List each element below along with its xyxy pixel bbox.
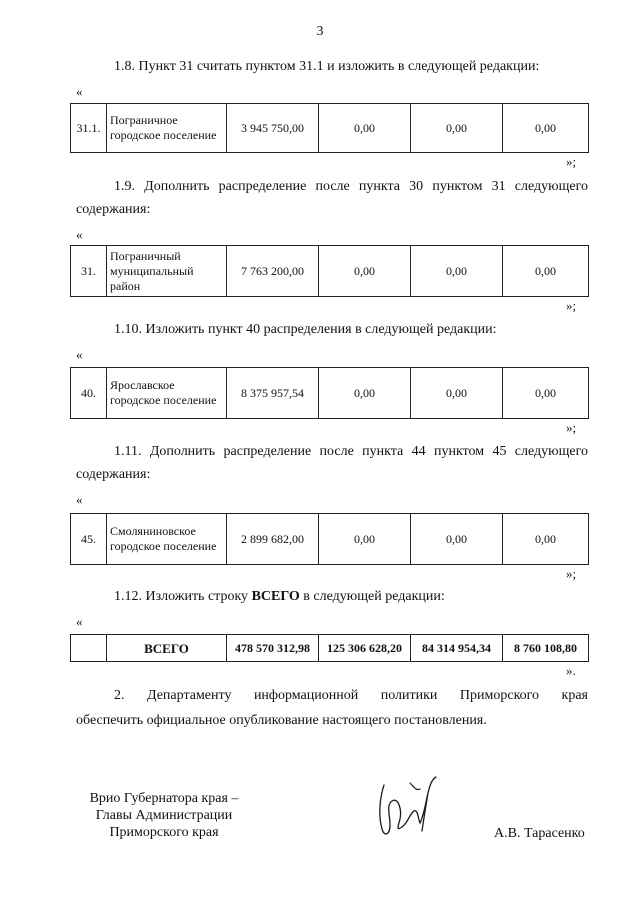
row-number: 31.: [71, 246, 107, 297]
row-name: Смоляниновское городское поселение: [107, 514, 227, 565]
close-quote: ».: [566, 663, 576, 678]
row-value-4: 0,00: [503, 514, 589, 565]
table-item-40: [70, 367, 589, 419]
row-value-3: 0,00: [411, 246, 503, 297]
item-1-11-heading-cont: содержания:: [76, 467, 151, 482]
paragraph-2-cont: обеспечить официальное опубликование настоящего постановления.: [76, 713, 487, 728]
row-value-2: 0,00: [319, 246, 411, 297]
row-value-1: 3 945 750,00: [227, 104, 319, 153]
table-row-total: [71, 635, 589, 662]
row-value-4: 0,00: [503, 368, 589, 419]
open-quote: «: [76, 227, 83, 242]
row-number: 31.1.: [71, 104, 107, 153]
row-value-3: 84 314 954,34: [411, 635, 503, 662]
table-item-31: [70, 245, 589, 297]
row-value-1: 2 899 682,00: [227, 514, 319, 565]
item-1-8-heading: 1.8. Пункт 31 считать пунктом 31.1 и изложить в следующей редакции:: [114, 59, 540, 74]
row-number: [71, 635, 107, 662]
open-quote: «: [76, 492, 83, 507]
row-value-2: 125 306 628,20: [319, 635, 411, 662]
item-1-9-heading: 1.9. Дополнить распределение после пункта 30 пунктом 31 следующего: [114, 179, 588, 194]
paragraph-2: 2. Департаменту информационной политики Приморского края: [114, 688, 588, 703]
signatory-title-line: Врио Губернатора края –: [89, 791, 239, 806]
row-value-1: 7 763 200,00: [227, 246, 319, 297]
row-value-4: 8 760 108,80: [503, 635, 589, 662]
row-value-3: 0,00: [411, 368, 503, 419]
row-value-1: 8 375 957,54: [227, 368, 319, 419]
row-value-2: 0,00: [319, 368, 411, 419]
signatory-title-line: Главы Администрации: [95, 808, 233, 823]
page-number: 3: [316, 24, 324, 39]
item-1-12-heading-bold: ВСЕГО: [251, 589, 300, 604]
handwritten-signature-icon: [370, 765, 450, 845]
row-name: Ярославское городское поселение: [107, 368, 227, 419]
row-value-2: 0,00: [319, 514, 411, 565]
table-item-31-1: [70, 103, 589, 153]
row-name: Пограничный муниципальный район: [107, 246, 227, 297]
close-quote: »;: [566, 154, 577, 169]
table-row: [71, 246, 589, 297]
row-value-4: 0,00: [503, 104, 589, 153]
row-number: 40.: [71, 368, 107, 419]
row-name-total: ВСЕГО: [107, 635, 227, 662]
item-1-9-heading-cont: содержания:: [76, 202, 151, 217]
row-value-3: 0,00: [411, 514, 503, 565]
row-value-4: 0,00: [503, 246, 589, 297]
row-value-3: 0,00: [411, 104, 503, 153]
signatory-name: А.В. Тарасенко: [494, 826, 585, 841]
open-quote: «: [76, 84, 83, 99]
close-quote: »;: [566, 298, 577, 313]
item-1-12-heading-post: в следующей редакции:: [299, 589, 445, 604]
table-row: [71, 104, 589, 153]
close-quote: »;: [566, 566, 577, 581]
item-1-12-heading-pre: 1.12. Изложить строку: [114, 589, 252, 604]
row-value-1: 478 570 312,98: [227, 635, 319, 662]
item-1-11-heading: 1.11. Дополнить распределение после пункта 44 пунктом 45 следующего: [114, 444, 588, 459]
item-1-12-heading: [114, 587, 445, 607]
open-quote: «: [76, 347, 83, 362]
table-row: [71, 514, 589, 565]
table-total: [70, 634, 589, 662]
row-number: 45.: [71, 514, 107, 565]
close-quote: »;: [566, 420, 577, 435]
table-item-45: [70, 513, 589, 565]
signatory-title: [64, 790, 264, 841]
table-row: [71, 368, 589, 419]
row-name: Пограничное городское поселение: [107, 104, 227, 153]
signatory-title-line: Приморского края: [109, 825, 219, 840]
open-quote: «: [76, 614, 83, 629]
row-value-2: 0,00: [319, 104, 411, 153]
item-1-10-heading: 1.10. Изложить пункт 40 распределения в следующей редакции:: [114, 322, 497, 337]
